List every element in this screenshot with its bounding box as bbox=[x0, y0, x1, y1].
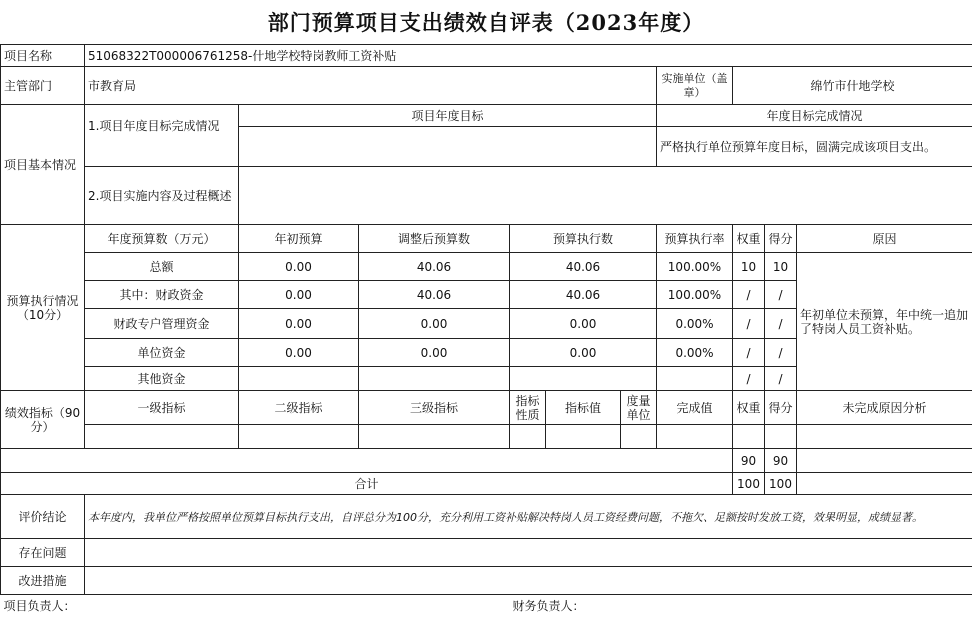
conclusion-label: 评价结论 bbox=[1, 495, 85, 539]
improve-content bbox=[85, 567, 972, 595]
basic-info-label: 项目基本情况 bbox=[1, 105, 85, 225]
budget-header-weight: 权重 bbox=[733, 225, 765, 253]
budget-cell-executed: 0.00 bbox=[510, 339, 657, 367]
budget-cell-initial bbox=[239, 367, 359, 391]
budget-cell-weight: / bbox=[733, 339, 765, 367]
improve-label: 改进措施 bbox=[1, 567, 85, 595]
total-score: 100 bbox=[765, 473, 797, 495]
issues-label: 存在问题 bbox=[1, 539, 85, 567]
budget-cell-initial: 0.00 bbox=[239, 253, 359, 281]
finance-lead-label: 财务负责人： bbox=[512, 599, 585, 614]
impl-row-label: 2.项目实施内容及过程概述 bbox=[85, 167, 239, 225]
budget-header-reason: 原因 bbox=[797, 225, 972, 253]
row-total bbox=[1, 473, 972, 495]
budget-cell-adjusted: 40.06 bbox=[359, 281, 510, 309]
budget-cell-rate: 0.00% bbox=[657, 339, 733, 367]
row-perf-header bbox=[1, 391, 972, 425]
perf-header-value: 指标值 bbox=[546, 391, 621, 425]
dept-label: 主管部门 bbox=[1, 67, 85, 105]
budget-cell-score: / bbox=[765, 367, 797, 391]
goal-done-text: 严格执行单位预算年度目标，圆满完成该项目支出。 bbox=[657, 127, 972, 167]
budget-cell-rate: 0.00% bbox=[657, 309, 733, 339]
total-weight: 100 bbox=[733, 473, 765, 495]
impl-unit-label: 实施单位（盖章） bbox=[657, 67, 733, 105]
total-label: 合计 bbox=[1, 473, 733, 495]
budget-row-label: 其中：财政资金 bbox=[85, 281, 239, 309]
budget-cell-executed: 40.06 bbox=[510, 281, 657, 309]
budget-header-rate: 预算执行率 bbox=[657, 225, 733, 253]
budget-cell-score: / bbox=[765, 339, 797, 367]
budget-cell-executed: 0.00 bbox=[510, 309, 657, 339]
budget-row-label: 其他资金 bbox=[85, 367, 239, 391]
row-budget-header bbox=[1, 225, 972, 253]
row-goal-header bbox=[1, 105, 972, 127]
row-signatures bbox=[1, 595, 972, 617]
perf-header-level2: 二级指标 bbox=[239, 391, 359, 425]
budget-cell-weight: / bbox=[733, 367, 765, 391]
budget-cell-score: 10 bbox=[765, 253, 797, 281]
budget-cell-adjusted bbox=[359, 367, 510, 391]
goal-done-header: 年度目标完成情况 bbox=[657, 105, 972, 127]
issues-content bbox=[85, 539, 972, 567]
perf-header-level3: 三级指标 bbox=[359, 391, 510, 425]
row-department bbox=[1, 67, 972, 105]
budget-header-executed: 预算执行数 bbox=[510, 225, 657, 253]
project-name-label: 项目名称 bbox=[1, 45, 85, 67]
budget-cell-rate: 100.00% bbox=[657, 253, 733, 281]
budget-cell-score: / bbox=[765, 281, 797, 309]
perf-header-level1: 一级指标 bbox=[85, 391, 239, 425]
budget-cell-weight: / bbox=[733, 281, 765, 309]
budget-row-label: 总额 bbox=[85, 253, 239, 281]
budget-cell-executed bbox=[510, 367, 657, 391]
budget-row-label: 财政专户管理资金 bbox=[85, 309, 239, 339]
goal-row-label: 1.项目年度目标完成情况 bbox=[85, 105, 239, 167]
budget-cell-initial: 0.00 bbox=[239, 281, 359, 309]
impl-content bbox=[239, 167, 972, 225]
page-title: 部门预算项目支出绩效自评表（2023年度） bbox=[267, 10, 705, 35]
evaluation-table bbox=[0, 44, 972, 617]
budget-cell-rate bbox=[657, 367, 733, 391]
budget-header-adjusted: 调整后预算数 bbox=[359, 225, 510, 253]
budget-reason: 年初单位未预算，年中统一追加了特岗人员工资补贴。 bbox=[797, 253, 972, 391]
dept-value: 市教育局 bbox=[85, 67, 239, 105]
row-conclusion bbox=[1, 495, 972, 539]
row-implementation bbox=[1, 167, 972, 225]
perf-section-label: 绩效指标（90分） bbox=[1, 391, 85, 449]
perf-header-score: 得分 bbox=[765, 391, 797, 425]
dept-blank bbox=[239, 67, 657, 105]
budget-header-score: 得分 bbox=[765, 225, 797, 253]
row-improve bbox=[1, 567, 972, 595]
budget-cell-initial: 0.00 bbox=[239, 309, 359, 339]
conclusion-text: 本年度内，我单位严格按照单位预算目标执行支出，自评总分为100分，充分利用工资补贴解决特岗人员工资经费问题，不拖欠、足额按时发放工资，效果明显，成绩显著。 bbox=[85, 495, 972, 539]
budget-cell-score: / bbox=[765, 309, 797, 339]
budget-cell-adjusted: 0.00 bbox=[359, 339, 510, 367]
goal-header: 项目年度目标 bbox=[239, 105, 657, 127]
budget-cell-adjusted: 40.06 bbox=[359, 253, 510, 281]
impl-unit-value: 绵竹市什地学校 bbox=[733, 67, 972, 105]
project-name-value: 51068322T000006761258-什地学校特岗教师工资补贴 bbox=[85, 45, 972, 67]
budget-cell-executed: 40.06 bbox=[510, 253, 657, 281]
budget-header-initial: 年初预算 bbox=[239, 225, 359, 253]
perf-header-nature: 指标性质 bbox=[510, 391, 546, 425]
budget-row-total bbox=[1, 253, 972, 281]
goal-content bbox=[239, 127, 657, 167]
budget-row-label: 单位资金 bbox=[85, 339, 239, 367]
perf-score-total: 90 bbox=[765, 449, 797, 473]
row-perf-blank bbox=[1, 425, 972, 449]
perf-header-unit: 度量单位 bbox=[621, 391, 657, 425]
budget-cell-weight: / bbox=[733, 309, 765, 339]
row-issues bbox=[1, 539, 972, 567]
row-perf-subtotal bbox=[1, 449, 972, 473]
perf-header-reason: 未完成原因分析 bbox=[797, 391, 972, 425]
perf-header-weight: 权重 bbox=[733, 391, 765, 425]
budget-header-annual: 年度预算数（万元） bbox=[85, 225, 239, 253]
budget-cell-adjusted: 0.00 bbox=[359, 309, 510, 339]
project-lead-label: 项目负责人： bbox=[3, 599, 76, 614]
budget-section-label: 预算执行情况（10分） bbox=[1, 225, 85, 391]
budget-cell-weight: 10 bbox=[733, 253, 765, 281]
perf-header-done: 完成值 bbox=[657, 391, 733, 425]
row-project-name bbox=[1, 45, 972, 67]
budget-cell-rate: 100.00% bbox=[657, 281, 733, 309]
budget-cell-initial: 0.00 bbox=[239, 339, 359, 367]
perf-weight-total: 90 bbox=[733, 449, 765, 473]
